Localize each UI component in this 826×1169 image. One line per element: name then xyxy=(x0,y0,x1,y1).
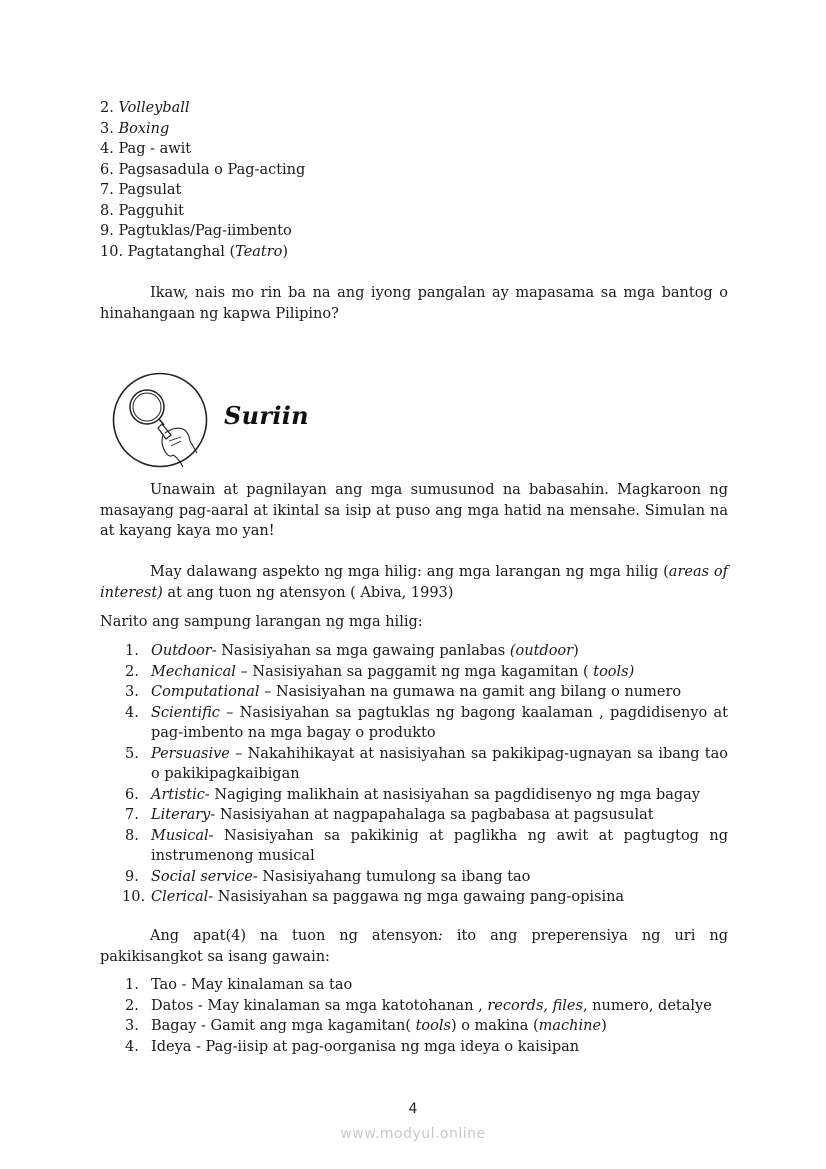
list-item: 6. Artistic- Nagiging malikhain at nasisiyahan sa pagdidisenyo ng mga bagay xyxy=(125,786,701,803)
list-item: 5. Persuasive – Nakahihikayat at nasisiyahan sa pakikipag-ugnayan sa ibang tao o pakikipagkaibigan xyxy=(125,745,728,782)
activities-list xyxy=(100,98,305,262)
list-item: 3. Bagay - Gamit ang mga kagamitan( tools) o makina (machine) xyxy=(125,1018,607,1034)
question-paragraph: Ikaw, nais mo rin ba na ang iyong pangalan ay mapasama sa mga bantog o hinahangaan ng kapwa Pilipino? xyxy=(100,285,728,322)
list-item: 2. Mechanical – Nasisiyahan sa paggamit ng mga kagamitan ( tools) xyxy=(125,663,635,680)
list-item: 7. Literary- Nasisiyahan at nagpapahalaga sa pagbabasa at pagsusulat xyxy=(125,807,654,823)
intro-paragraph: Unawain at pagnilayan ang mga sumusunod na babasahin. Magkaroon ng masayang pag-aaral at ikintal sa isip at puso ang mga hatid na mensahe. Simulan na at kayang kaya mo yan! xyxy=(100,482,728,539)
list-item: 1. Tao - May kinalaman sa tao xyxy=(125,977,353,993)
areas-of-interest-list xyxy=(100,641,728,908)
list-item: 3. Boxing xyxy=(100,120,170,137)
focus-paragraph: Ang apat(4) na tuon ng atensyon: ito ang preperensiya ng uri ng pakikisangkot sa isang gawain: xyxy=(100,928,728,965)
list-item: 6. Pagsasadula o Pag-acting xyxy=(100,161,306,178)
list-item: 2. Datos - May kinalaman sa mga katotohanan , records, files, numero, detalye xyxy=(125,997,712,1014)
list-item: 9. Social service- Nasisiyahang tumulong sa ibang tao xyxy=(125,868,531,885)
list-item: 8. Musical- Nasisiyahan sa pakikinig at paglikha ng awit at pagtugtog ng instrumenong musical xyxy=(125,827,728,864)
list-item: 3. Computational – Nasisiyahan na gumawa na gamit ang bilang o numero xyxy=(125,684,682,700)
page-number: 4 xyxy=(408,1101,418,1117)
magnifying-glass-icon xyxy=(111,371,209,469)
section-title: Suriin xyxy=(224,401,309,430)
list-item: 10. Pagtatanghal (Teatro) xyxy=(100,243,289,260)
list-item: 4. Scientific – Nasisiyahan sa pagtuklas ng bagong kaalaman , pagdidisenyo at pag-imbento na mga bagay o produkto xyxy=(125,704,728,741)
list-item: 8. Pagguhit xyxy=(100,202,184,219)
focus-of-attention-list xyxy=(100,975,728,1057)
aspects-paragraph: May dalawang aspekto ng mga hilig: ang mga larangan ng mga hilig (areas of interest) at ang tuon ng atensyon ( Abiva, 1993) xyxy=(100,564,728,601)
list-item: 10. Clerical- Nasisiyahan sa paggawa ng mga gawaing pang-opisina xyxy=(122,889,625,905)
list-item: 1. Outdoor- Nasisiyahan sa mga gawaing panlabas (outdoor) xyxy=(125,643,579,659)
list-item: 9. Pagtuklas/Pag-iimbento xyxy=(100,223,292,239)
areas-intro: Narito ang sampung larangan ng mga hilig: xyxy=(100,614,423,630)
list-item: 4. Pag - awit xyxy=(100,141,192,157)
list-item: 2. Volleyball xyxy=(100,100,190,116)
list-item: 4. Ideya - Pag-iisip at pag-oorganisa ng mga ideya o kaisipan xyxy=(125,1038,580,1055)
watermark: www.modyul.online xyxy=(340,1126,486,1142)
list-item: 7. Pagsulat xyxy=(100,182,182,198)
